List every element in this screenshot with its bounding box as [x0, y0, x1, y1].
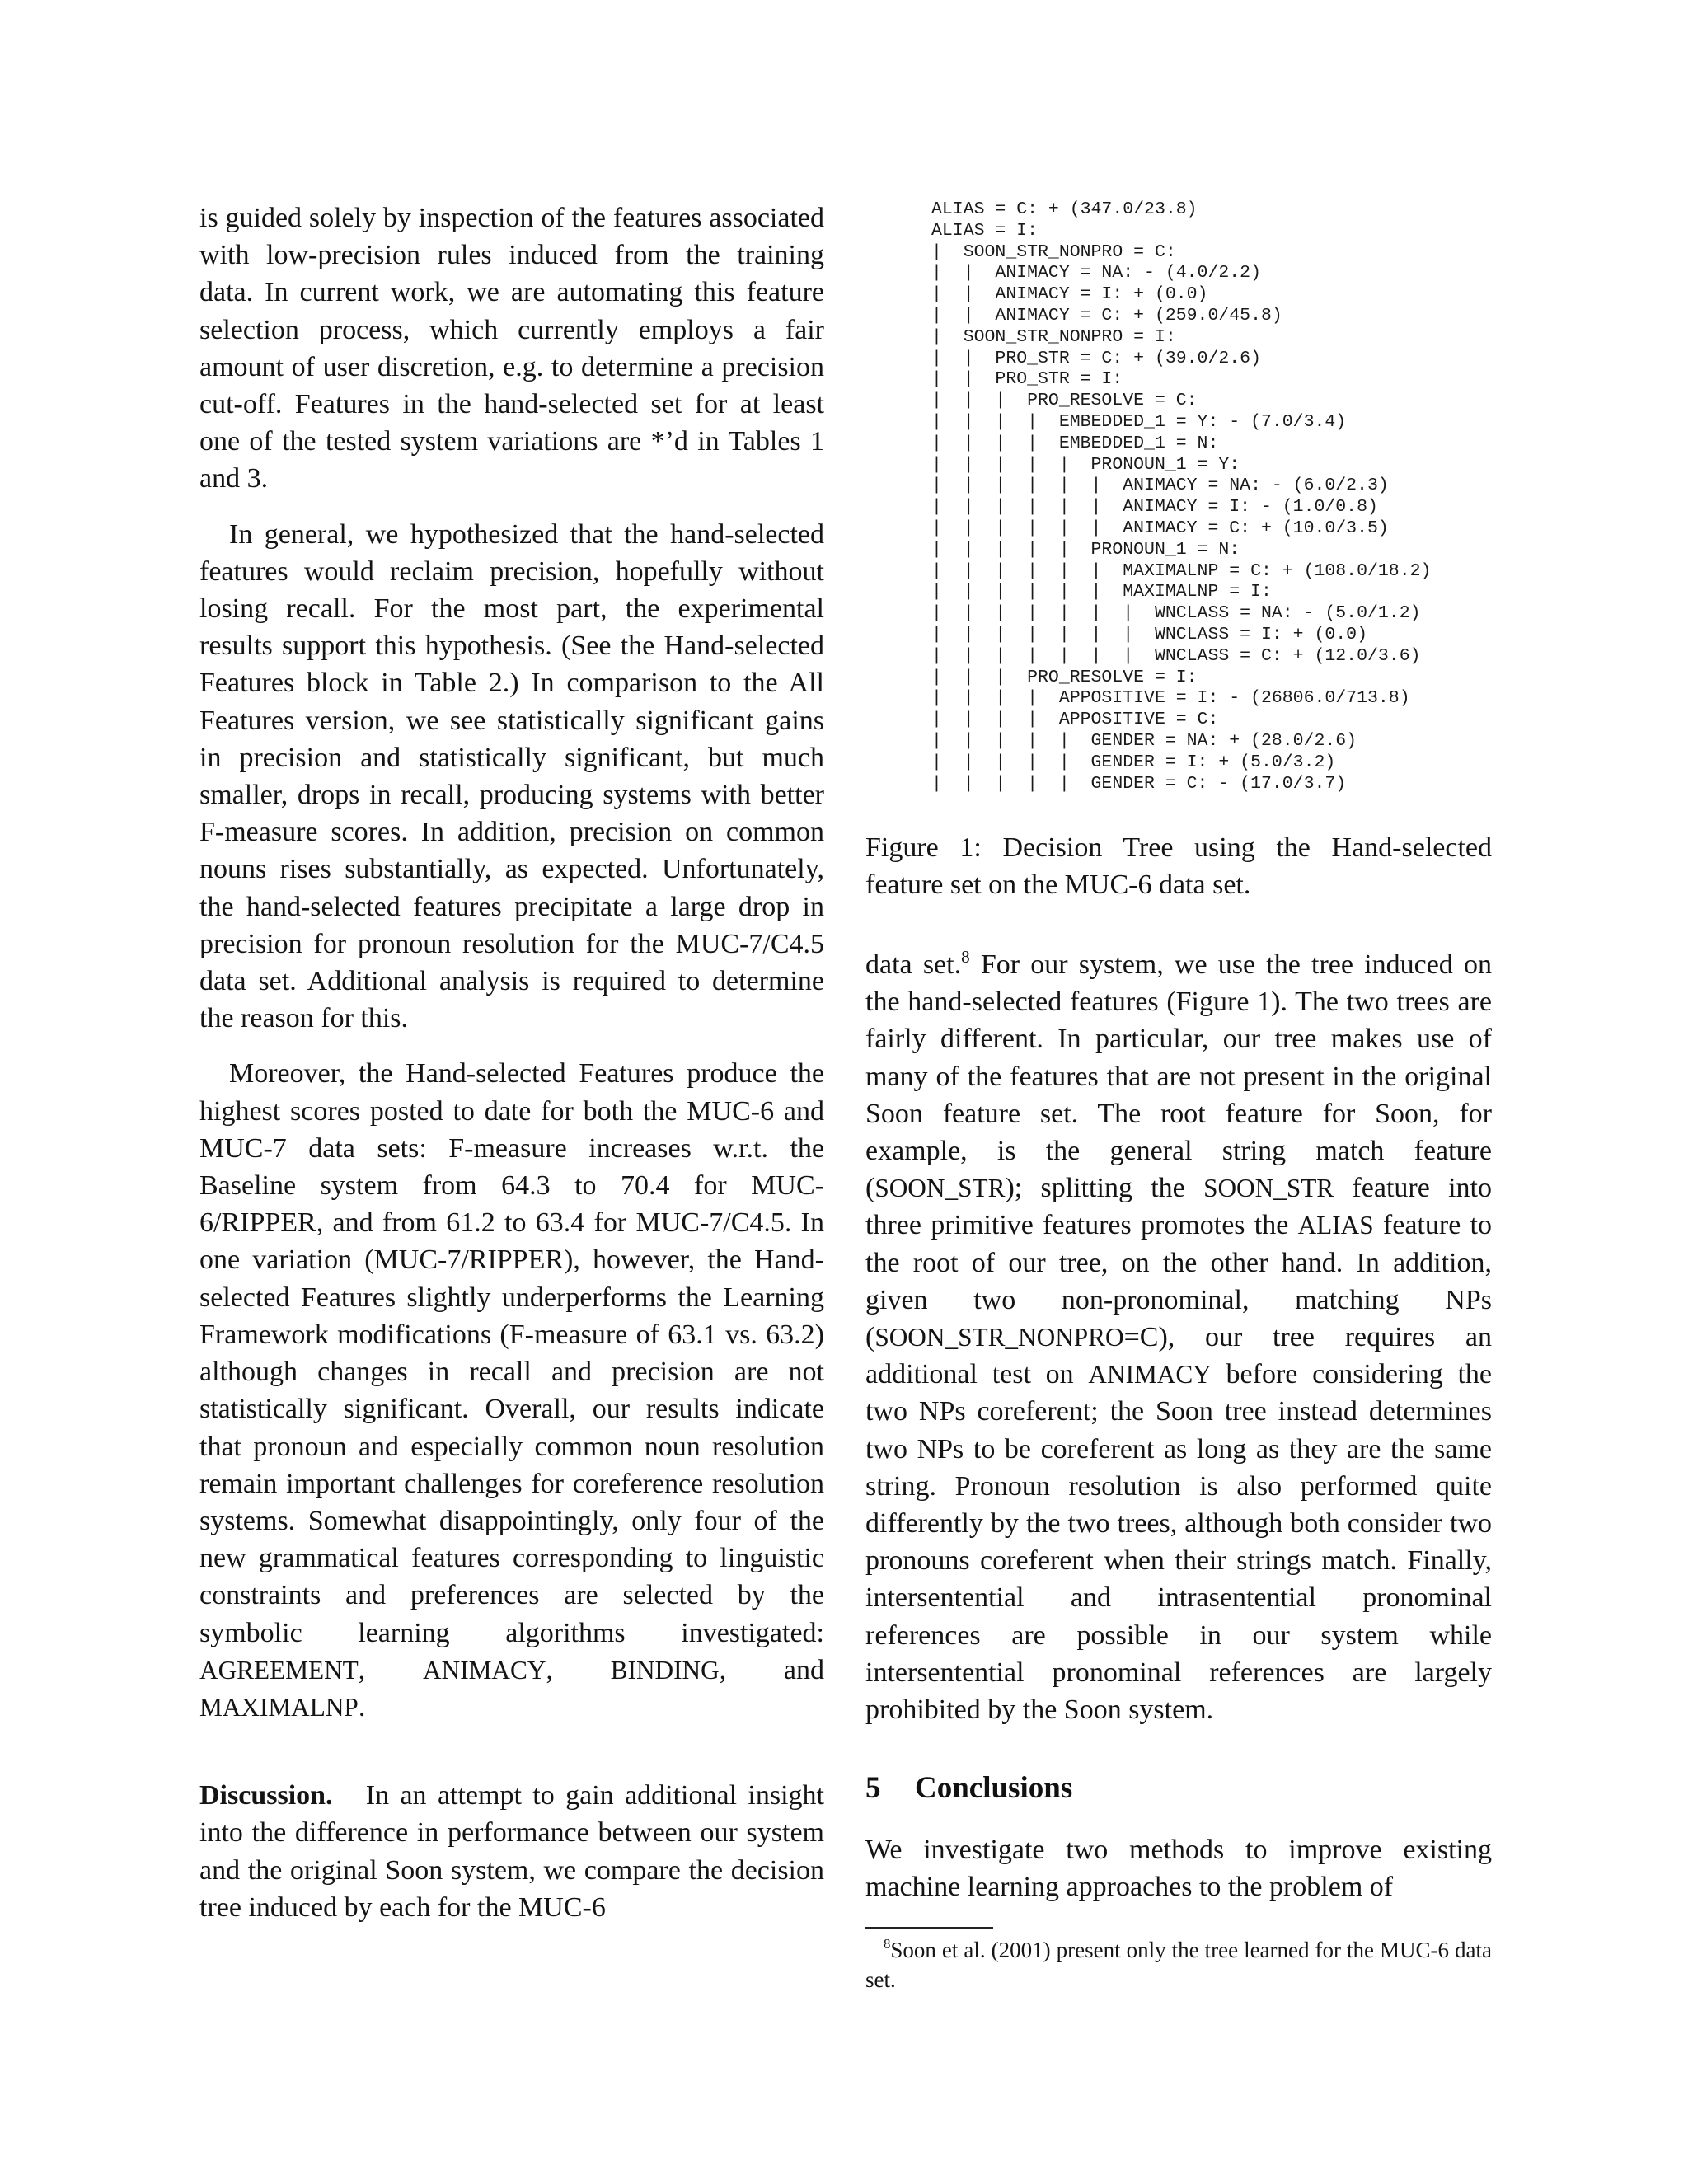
tree-comparison-b: ); splitting the: [1005, 1173, 1185, 1204]
decision-tree-figure: [931, 199, 1431, 794]
section-heading-conclusions: [865, 1770, 1072, 1806]
tree-line: | | PRO_STR = I:: [931, 369, 1123, 390]
feature-binding: BINDING: [610, 1655, 720, 1685]
tree-line: ALIAS = I:: [931, 220, 1039, 241]
paragraph-conclusion: We investigate two methods to improve existing machine learning approaches to the problem of: [865, 1835, 1492, 1903]
paragraph-discussion: [199, 1777, 824, 1926]
discussion-heading: Discussion.: [199, 1780, 333, 1811]
tree-line: | | | | | GENDER = I: + (5.0/3.2): [931, 752, 1336, 772]
tree-line: | | | | EMBEDDED_1 = Y: - (7.0/3.4): [931, 411, 1347, 432]
feature-soon-str-nonpro: SOON_STR_NONPRO: [874, 1323, 1124, 1352]
tree-line: | SOON_STR_NONPRO = C:: [931, 241, 1176, 262]
tree-line: | | | | | | | WNCLASS = NA: - (5.0/1.2): [931, 603, 1421, 624]
tree-line: | | ANIMACY = I: + (0.0): [931, 284, 1208, 305]
feature-animacy-2: ANIMACY: [1088, 1360, 1212, 1390]
tree-line: | | | | EMBEDDED_1 = N:: [931, 433, 1219, 453]
feature-animacy: ANIMACY: [423, 1655, 546, 1685]
tree-line: | | | PRO_RESOLVE = C:: [931, 391, 1198, 411]
discussion-text: In an attempt to gain additional insight into the difference in performance between our system and the original Soon system, we compare the decision tree induced by each for the MUC-6: [199, 1780, 825, 1923]
tree-line: | | ANIMACY = C: + (259.0/45.8): [931, 305, 1282, 326]
tree-line: | | | | | GENDER = NA: + (28.0/2.6): [931, 730, 1357, 751]
tree-line: | | | | | PRONOUN_1 = Y:: [931, 454, 1240, 475]
section-number: 5: [865, 1771, 881, 1805]
tree-comparison-a: For our system, we use the tree induced on the hand-selected features (Figure 1). The two trees are fairly different. In particular, our tree makes use of many of the features that are not present in the original Soon feature set. The root feature for Soon, for example, is the general string match feature (: [865, 949, 1492, 1204]
right-column-text: [865, 946, 1492, 1728]
tree-line: | | | | | | ANIMACY = C: + (10.0/3.5): [931, 518, 1389, 538]
paragraph-hypothesis: In general, we hypothesized that the hand-selected features would reclaim precision, hopefully without losing recall. For the most part, the experimental results support this hypothesis. (See the Hand-selected Features block in Table 2.) In comparison to the All Features version, we see statistically significant gains in precision and statistically significant, but much smaller, drops in recall, producing systems with better F-measure scores. In addition, precision on common nouns rises substantially, as expected. Unfortunately, the hand-selected features precipitate a large drop in precision for pronoun resolution for the MUC-7/C4.5 data set. Additional analysis is required to determine the reason for this.: [199, 518, 824, 1034]
tree-line: | | PRO_STR = C: + (39.0/2.6): [931, 348, 1261, 368]
paragraph-feature-selection: is guided solely by inspection of the features associated with low-precision rules induced from the training data. In current work, we are automating this feature selection process, which currently employs a fair amount of user discretion, e.g. to determine a precision cut-off. Features in the hand-selected set for at least one of the tested system variations are *’d in Tables 1 and 3.: [199, 203, 824, 494]
feature-maximalnp: MAXIMALNP: [199, 1692, 359, 1722]
tree-line: | | | | | | MAXIMALNP = I:: [931, 582, 1272, 602]
paragraph-tree-comparison: [865, 946, 1492, 1728]
tree-line: ALIAS = C: + (347.0/23.8): [931, 199, 1198, 219]
tree-line: | | | | | GENDER = C: - (17.0/3.7): [931, 773, 1347, 794]
tree-line: | | ANIMACY = NA: - (4.0/2.2): [931, 263, 1261, 284]
tree-comparison-c: feature into three primitive features promotes the: [865, 1173, 1492, 1241]
conclusion-block: [865, 1831, 1492, 1905]
figure-caption: [865, 829, 1492, 903]
footnote-text: Soon et al. (2001) present only the tree learned for the MUC-6 data set.: [865, 1938, 1492, 1992]
left-column: [199, 199, 824, 1926]
feature-soon-str-2: SOON_STR: [1203, 1174, 1334, 1203]
tree-line: | SOON_STR_NONPRO = I:: [931, 326, 1176, 347]
tree-comparison-d: feature to the root of our tree, on the other hand. In addition, given two non-pronominal, matching NPs (: [865, 1210, 1492, 1353]
tree-comparison-e: =C), our tree requires an additional test on: [865, 1322, 1492, 1390]
tree-line: | | | | | | ANIMACY = I: - (1.0/0.8): [931, 497, 1378, 518]
paragraph-highest-scores-text: Moreover, the Hand-selected Features produce the highest scores posted to date for both the MUC-6 and MUC-7 data sets: F-measure increases w.r.t. the Baseline system from 64.3 to 70.4 for MUC-6/RIPPER, and from 61.2 to 63.4 for MUC-7/C4.5. In one variation (MUC-7/RIPPER), however, the Hand-selected Features slightly underperforms the Learning Framework modifications (F-measure of 63.1 vs. 63.2) although changes in recall and precision are not statistically significant. Overall, our results indicate that pronoun and especially common noun resolution remain important challenges for coreference resolution systems. Somewhat disappointingly, only four of the new grammatical features corresponding to linguistic constraints and preferences are selected by the symbolic learning algorithms investigated:: [199, 1058, 824, 1648]
tree-line: | | | | APPOSITIVE = I: - (26806.0/713.8): [931, 688, 1410, 709]
tree-comparison-f: before considering the two NPs coreferent; the Soon tree instead determines two NPs to be coreferent as long as they are the same string. Pronoun resolution is also performed quite differently by the two trees, although both consider two pronouns coreferent when their strings match. Finally, intersentential and intrasentential pronominal references are possible in our system while intersentential pronominal references are largely prohibited by the Soon system.: [865, 1359, 1493, 1726]
feature-soon-str: SOON_STR: [874, 1174, 1006, 1203]
data-set-text: data set.: [865, 949, 962, 980]
tree-line: | | | | | PRONOUN_1 = N:: [931, 539, 1240, 560]
tree-line: | | | | | | | WNCLASS = C: + (12.0/3.6): [931, 645, 1421, 666]
footnote-8: [865, 1935, 1492, 1994]
section-title: Conclusions: [915, 1771, 1073, 1805]
figure-caption-text: Figure 1: Decision Tree using the Hand-selected feature set on the MUC-6 data set.: [865, 832, 1492, 901]
footnote-mark: 8: [961, 946, 970, 967]
feature-agreement: AGREEMENT: [199, 1655, 359, 1685]
paragraph-highest-scores: Moreover, the Hand-selected Features produce the highest scores posted to date for both the MUC-6 and MUC-7 data sets: F-measure increases w.r.t. the Baseline system from 64.3 to 70.4 for MUC-6/RIPPER, and from 61.2 to 63.4 for MUC-7/C4.5. In one variation (MUC-7/RIPPER), however, the Hand-selected Features slightly underperforms the Learning Framework modifications (F-measure of 63.1 vs. 63.2) although changes in recall and precision are not statistically significant. Overall, our results indicate that pronoun and especially common noun resolution remain important challenges for coreference resolution systems. Somewhat disappointingly, only four of the new grammatical features corresponding to linguistic constraints and preferences are selected by the symbolic learning algorithms investigated: AGREEMENT, ANIMACY, BINDING, and MAXIMALNP.: [199, 1058, 825, 1722]
feature-alias: ALIAS: [1297, 1211, 1374, 1240]
tree-line: | | | | APPOSITIVE = C:: [931, 710, 1219, 730]
tree-line: | | | PRO_RESOLVE = I:: [931, 667, 1198, 687]
footnote-rule: [865, 1927, 993, 1929]
footnote-number: 8: [884, 1936, 891, 1952]
period: .: [358, 1691, 366, 1722]
tree-line: | | | | | | | WNCLASS = I: + (0.0): [931, 624, 1367, 644]
and-text: , and: [719, 1654, 825, 1685]
tree-line: | | | | | | ANIMACY = NA: - (6.0/2.3): [931, 476, 1389, 496]
tree-line: | | | | | | MAXIMALNP = C: + (108.0/18.2): [931, 560, 1432, 581]
